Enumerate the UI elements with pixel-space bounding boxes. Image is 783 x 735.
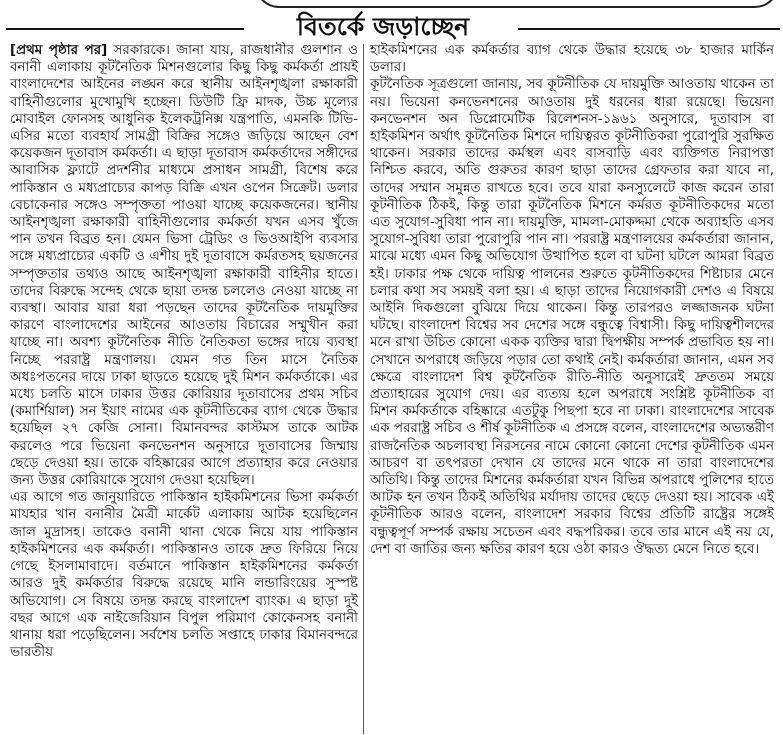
article-paragraph	[10, 42, 358, 489]
article-column-right	[370, 42, 774, 732]
column-divider	[363, 44, 364, 734]
headline: বিতর্কে জড়াচ্ছেন	[296, 12, 470, 41]
headline-rule-left	[6, 28, 244, 30]
paragraph-text: সরকারকে। জানা যায়, রাজধানীর গুলশান ও বনানী এলাকায় কূটনৈতিক মিশনগুলোর কিছু কিছু কর্মকর্তা প্রায়ই বাংলাদেশের আইনের লঙ্ঘন করে স্থানীয় আইনশৃঙ্খলা রক্ষাকারী বাহিনীগুলোর মুখোমুখি হচ্ছেন। ডিউটি ফ্রি মাদক, উচ্চ মূল্যের মোবাইল ফোনসহ আধুনিক ইলেকট্রনিক্স যন্ত্রপাতি, এমনকি টিভি-এসির মতো ব্যবহার্য সামগ্রী বিক্রির সঙ্গেও জড়িয়ে আছেন বেশ কয়েকজন দূতাবাস কর্মকর্তা। এ ছাড়া দূতাবাস কর্মকর্তাদের সঙ্গীদের আবাসিক ফ্ল্যাটে প্রদর্শনীর মাধ্যমে প্রসাধন সামগ্রী, বিশেষ করে পাকিস্তান ও মধ্যপ্রাচ্যের কাপড় বিক্রি এখন ওপেন সিক্রেট। ডলার বেচাকেনার সঙ্গেও সম্পৃক্ততা পাওয়া যাচ্ছে কয়েকজনের। স্থানীয় আইনশৃঙ্খলা রক্ষাকারী বাহিনীগুলোর কর্মকর্তা যখন এসব খুঁজে পান তখন বিব্রত হন। যেমন ভিসা ট্রেডিং ও ভিওআইপি ব্যবসার সঙ্গে মধ্যপ্রাচ্যের একটি ও এশীয় দুই দূতাবাসে কর্মরতসহ ছয়জনের সম্পৃক্ততার তথ্যও আছে আইনশৃঙ্খলা রক্ষাকারী বাহিনীর হাতে। তাদের বিরুদ্ধে সন্দেহ থেকে ছায়া তদন্ত চললেও নেওয়া যাচ্ছে না ব্যবস্থা। আবার যারা ধরা পড়ছেন তাদের কূটনৈতিক দায়মুক্তির কারণে বাংলাদেশের আইনের আওতায় বিচারের সম্মুখীন করা যাচ্ছে না। অবশ্য কূটনৈতিক নীতি নৈতিকতা ভঙ্গের দায়ে ব্যবস্থা নিচ্ছে পররাষ্ট্র মন্ত্রণালয়। যেমন গত তিন মাসে নৈতিক অধঃপতনের দায়ে ঢাকা ছাড়তে হয়েছে দুই মিশন কর্মকর্তাকে। এর মধ্যে চলতি মাসে ঢাকার উত্তর কোরিয়ার দূতাবাসের প্রথম সচিব (কমার্শিয়াল) সন ইয়াং নামের এক কূটনীতিকের ব্যাগ থেকে উদ্ধার হয়েছিল ২৭ কেজি সোনা। বিমানবন্দর কাস্টমস তাকে আটক করলেও পরে ভিয়েনা কনভেনশন অনুসারে দূতাবাসের জিম্মায় ছেড়ে দেওয়া হয়। তাকে বহিষ্কারের আগে প্রত্যাহার করে নেওয়ার জন্য উত্তর কোরিয়াকে সুযোগ দেওয়া হয়েছিল।	[10, 43, 358, 489]
headline-row	[0, 8, 783, 44]
continued-from-label: [প্রথম পৃষ্ঠার পর]	[10, 43, 108, 58]
headline-rule-right	[518, 28, 780, 30]
article-paragraph: এর আগে গত জানুয়ারিতে পাকিস্তান হাইকমিশনের ভিসা কর্মকর্তা মাযহার খান বনানীর মৈত্রী মার্কেট এলাকায় আটক হয়েছিলেন জাল মুদ্রাসহ। তাকেও বনানী থানা থেকে নিয়ে যায় পাকিস্তান হাইকমিশনের এক কর্মকর্তা। পাকিস্তানও তাকে দ্রুত ফিরিয়ে নিয়ে গেছে ইসলামাবাদে। বর্তমানে পাকিস্তান হাইকমিশনের কর্মকর্তা আরও দুই কর্মকর্তার বিরুদ্ধে রয়েছে মানি লন্ডারিংয়ের সুস্পষ্ট অভিযোগ। সে বিষয়ে তদন্ত করছে বাংলাদেশ ব্যাংক। এ ছাড়া দুই বছর আগে এক নাইজেরিয়ান বিপুল পরিমাণ কোকেনসহ বনানী থানায় ধরা পড়েছিলেন। সর্বশেষ চলতি সপ্তাহে ঢাকার বিমানবন্দরে ভারতীয়	[10, 490, 358, 661]
article-paragraph: কূটনৈতিক সূত্রগুলো জানায়, সব কূটনীতিক যে দায়মুক্তি আওতায় থাকেন তা নয়। ভিয়েনা কনভেনশনের আওতায় দুই ধরনের ধারা রয়েছে। ভিয়েনা কনভেনশন অন ডিপ্লোমেটিক রিলেশনস-১৯৬১ অনুসারে, দূতাবাস বা হাইকমিশন অর্থাৎ কূটনৈতিক মিশনে দায়িত্বরত কূটনীতিকরা পুরোপুরি সুরক্ষিত থাকেন। সরকার তাদের কর্মস্থল এবং বাসবাড়ি এবং ব্যক্তিগত নিরাপত্তা নিশ্চিত করবে, অতি গুরুতর কারণ ছাড়া তাদের গ্রেফতার করা যাবে না, তাদের সম্মান সমুন্নত রাখতে হবে। তবে যারা কনস্যুলেটে কাজ করেন তারা কূটনীতিক ঠিকই, কিন্তু তারা কূটনৈতিক মিশনে কর্মরত কূটনীতিকদের মতো এত সুযোগ-সুবিধা পান না। দায়মুক্তি, মামলা-মোকদ্দমা থেকে অব্যাহতি এসব সুযোগ-সুবিধা তারা পুরোপুরি পান না। পররাষ্ট্র মন্ত্রণালয়ের কর্মকর্তারা জানান, মাঝে মধ্যে এমন কিছু অভিযোগ উত্থাপিত হলে বা ঘটনা ঘটলে আমরা বিব্রত হই। ঢাকার পক্ষ থেকে দায়িত্ব পালনের শুরুতে কূটনীতিকদের শিষ্টাচার মেনে চলার কথা সব সময়ই বলা হয়। এ ছাড়া তাদের নিয়োগকারী দেশও এ বিষয়ে আইনি দিকগুলো বুঝিয়ে দিয়ে থাকেন। কিন্তু তারপরও লজ্জাজনক ঘটনা ঘটছে। বাংলাদেশ বিশ্বের সব দেশের সঙ্গে বন্ধুত্বে বিশ্বাসী। কিছু দায়িত্বশীলদের মনে রাখা উচিত কোনো একক ব্যক্তির দ্বারা দ্বিপক্ষীয় সম্পর্ক প্রভাবিত হয় না। সেখানে অপরাধে জড়িয়ে পড়ার তো কথাই নেই। কর্মকর্তারা জানান, এমন সব ক্ষেত্রে বাংলাদেশ বিশ্ব কূটনৈতিক রীতি-নীতি অনুসারেই দ্রুততম সময়ে প্রত্যাহারের সুযোগ দেয়। এর ব্যত্যয় হলে অপরাধে সংশ্লিষ্ট কূটনীতিক বা মিশন কর্মকর্তাকে বহিষ্কারে এতটুকু পিছপা হবে না ঢাকা। বাংলাদেশের সাবেক এক পররাষ্ট্র সচিব ও শীর্ষ কূটনীতিক এ প্রসঙ্গে বলেন, বাংলাদেশের অভ্যন্তরীণ রাজনৈতিক অচলাবস্থা নিরসনের নামে কোনো কোনো দেশের কূটনীতিক এমন আচরণ বা তৎপরতা দেখান যে তাদের মনে থাকে না তারা বাংলাদেশের অতিথি। কিন্তু তাদের মিশনের কর্মকর্তারা যখন বিভিন্ন অপরাধে পুলিশের হাতে আটক হন তখন ঠিকই অতিথির মর্যাদায় তাদের ছেড়ে দেওয়া হয়। সাবেক এই কূটনীতিক আরও বলেন, বাংলাদেশ সরকার বিশ্বের প্রতিটি রাষ্ট্রের সঙ্গেই বন্ধুত্বপূর্ণ সম্পর্ক রক্ষায় সচেতন এবং বদ্ধপরিকর। তবে তার মানে এই নয় যে, দেশ বা জাতির জন্য ক্ষতির কারণ হয়ে ওঠা কারও ঔদ্ধত্য মেনে নিতে হবে।	[370, 77, 774, 557]
article-column-left	[10, 42, 358, 732]
article-paragraph: হাইকমিশনের এক কর্মকর্তার ব্যাগ থেকে উদ্ধার হয়েছে ৩৮ হাজার মার্কিন ডলার।	[370, 43, 774, 76]
page-frame-arc	[255, 0, 779, 8]
